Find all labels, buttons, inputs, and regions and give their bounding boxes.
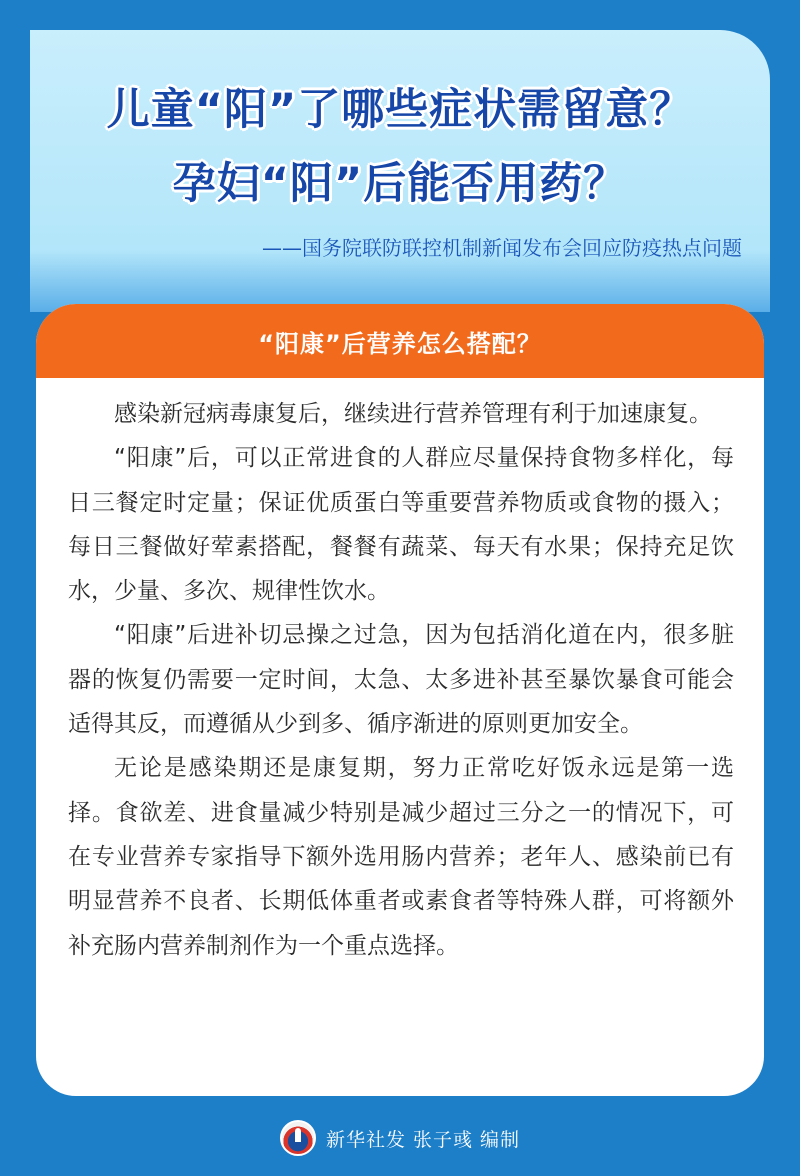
main-title-line-1: 儿童“阳”了哪些症状需留意？ [106, 85, 694, 135]
paragraph: “阳康”后进补切忌操之过急，因为包括消化道在内，很多脏器的恢复仍需要一定时间，太急、太多进补甚至暴饮暴食可能会适得其反，而遵循从少到多、循序渐进的原则更加安全。 [68, 622, 734, 738]
paragraph: 无论是感染期还是康复期，努力正常吃好饭永远是第一选择。食欲差、进食量减少特别是减少超过三分之一的情况下，可在专业营养专家指导下额外选用肠内营养；老年人、感染前已有明显营养不良者、长期低体重者或素食者等特殊人群，可将额外补充肠内营养制剂作为一个重点选择。 [68, 755, 734, 959]
card-header [36, 304, 764, 378]
credit-text: 新华社发 张子彧 编制 [325, 1128, 521, 1151]
card-title: “阳康”后营养怎么搭配？ [258, 329, 542, 358]
subtitle: ——国务院联防联控机制新闻发布会回应防疫热点问题 [262, 236, 742, 260]
card-body [36, 378, 764, 968]
xinhua-logo-icon [280, 1120, 316, 1156]
footer [0, 1118, 800, 1158]
main-title-line-2: 孕妇“阳”后能否用药？ [172, 159, 628, 209]
paragraph: “阳康”后，可以正常进食的人群应尽量保持食物多样化，每日三餐定时定量；保证优质蛋白等重要营养物质或食物的摄入；每日三餐做好荤素搭配，餐餐有蔬菜、每天有水果；保持充足饮水，少量、多次、规律性饮水。 [68, 445, 734, 605]
content-card [36, 304, 764, 1096]
paragraph: 感染新冠病毒康复后，继续进行营养管理有利于加速康复。 [114, 401, 712, 427]
